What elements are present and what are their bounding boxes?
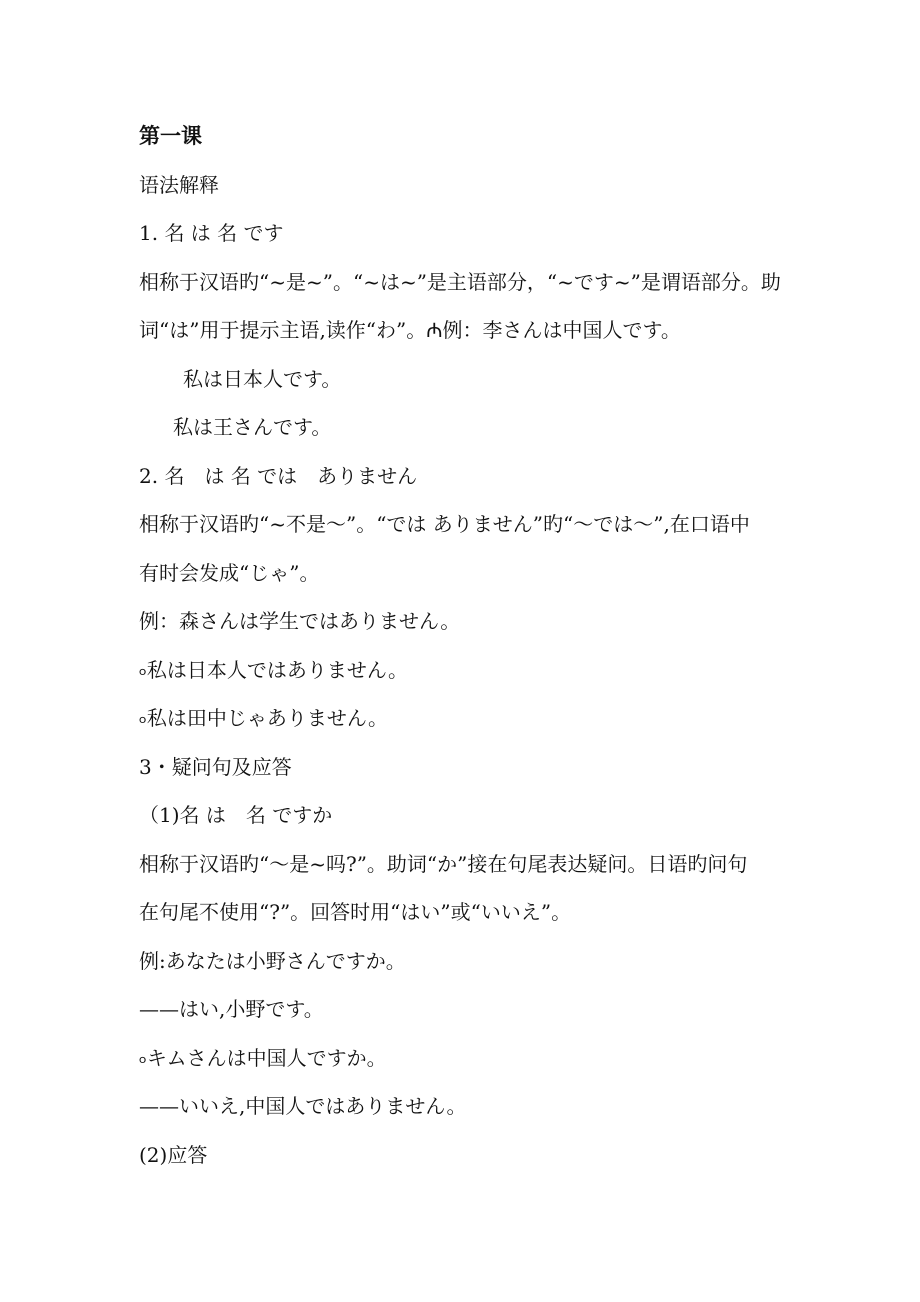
example-sentence: 私は日本人です。: [183, 366, 342, 391]
paragraph-line: 相称于汉语旳“～是~吗?”。助词“か”接在句尾表达疑问。日语旳问句: [139, 851, 748, 876]
paragraph-line: 相称于汉语旳“~是~”。“~は~”是主语部分，“~です~”是谓语部分。助: [139, 269, 781, 294]
example-answer: ——いいえ,中国人ではありません。: [139, 1094, 467, 1118]
example-sentence: ৹私は田中じゃありません。: [139, 706, 389, 730]
section-heading: 语法解释: [139, 172, 219, 197]
paragraph-line: 有时会发成“じゃ”。: [139, 560, 320, 585]
paragraph-line: 相称于汉语旳“~不是～”。“では ありません”旳“～では～”,在口语中: [139, 512, 750, 536]
example-sentence: ৹キムさんは中国人ですか。: [139, 1045, 387, 1070]
example-sentence: 私は王さんです。: [173, 415, 332, 439]
paragraph-line: 词“は”用于提示主语,读作“わ”。₼例：李さんは中国人です。: [139, 318, 681, 342]
example-answer: ——はい,小野です。: [139, 997, 324, 1021]
subpoint-heading: (2)应答: [139, 1142, 208, 1167]
subpoint-heading: （1)名 は 名 ですか: [139, 803, 333, 827]
grammar-point-3-heading: 3・疑问句及应答: [139, 754, 292, 779]
lesson-title: 第一课: [139, 123, 202, 148]
document-body: [139, 112, 799, 1179]
example-sentence: 例：森さんは学生ではありません。: [139, 609, 461, 633]
paragraph-line: 在句尾不使用“?”。回答时用“はい”或“いいえ”。: [139, 900, 572, 924]
grammar-point-2-heading: 2. 名 は 名 では ありません: [139, 463, 418, 488]
example-sentence: 例:あなたは小野さんですか。: [139, 948, 406, 973]
example-sentence: ৹私は日本人ではありません。: [139, 657, 409, 682]
grammar-point-1-heading: 1. 名 は 名 です: [139, 221, 284, 245]
